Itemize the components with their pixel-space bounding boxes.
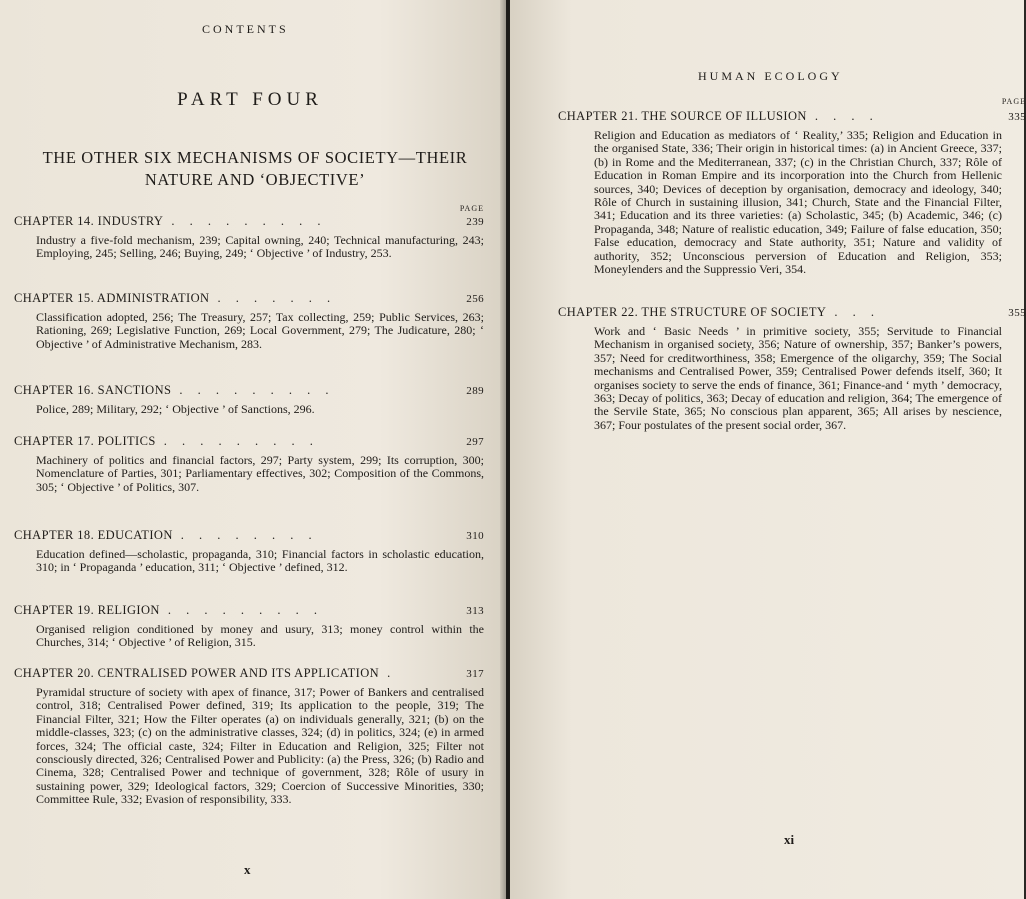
chapter-page-number: 355 — [1008, 307, 1026, 319]
leader-dots: . . . . . . . . . — [167, 603, 323, 617]
part-title: PART FOUR — [177, 89, 323, 110]
leader-dots: . . . . — [814, 109, 879, 123]
leader-dots: . . . . . . . — [217, 291, 337, 305]
leader-dots: . . . . . . . . . — [171, 214, 327, 228]
chapter-heading: CHAPTER 20. CENTRALISED POWER AND ITS APPLICATION — [14, 666, 380, 680]
chapter-page-number: 313 — [466, 605, 484, 617]
chapter-page-number: 289 — [466, 385, 484, 397]
chapter-summary: Classification adopted, 256; The Treasury, 257; Tax collecting, 259; Public Services, 263; Rationing, 269; Legislative Function, 269; Local Government, 279; The Judicature, 280; ‘ Objective ’ of Administrative Mechanism, 283. — [36, 310, 484, 351]
chapter-entry — [14, 434, 484, 494]
chapter-entry — [14, 666, 484, 807]
chapter-page-number: 297 — [466, 436, 484, 448]
chapter-heading: CHAPTER 14. INDUSTRY — [14, 214, 164, 228]
page-column-label: PAGE — [1001, 97, 1026, 106]
leader-dots: . — [387, 666, 397, 680]
page-folio: xi — [784, 832, 795, 847]
chapter-summary: Organised religion conditioned by money and usury, 313; money control within the Churches, 314; ‘ Objective ’ of Religion, 315. — [36, 622, 484, 650]
chapter-summary: Religion and Education as mediators of ‘ Reality,’ 335; Religion and Education in the organised State, 336; Their origin in historical times: (a) in Ancient Greece, 337; (b) in Rome and the Mediterranean, 337; (c) in the Christian Church, 337; Rôle of Education in Roman Empire and its incorporation into the Church from Hellenic sources, 340; Devices of deception by organisation, democracy and ideology, 340; Rôle of Church in sustaining illusion, 341; Church, State and the Financial Filter, 341; Education and its three varieties: (a) Scholastic, 345; (b) Academic, 346; (c) Propaganda, 348; Nature of realistic education, 349; Failure of false education, 350; False education, democracy and State authority, 351; Nature and validity of authority, 352; Unconscious perversion of Education and Religion, 353; Moneylenders and the Suppressio Veri, 354. — [594, 128, 1002, 277]
chapter-heading: CHAPTER 17. POLITICS — [14, 434, 156, 448]
leader-dots: . . . . . . . . . — [179, 383, 335, 397]
chapter-entry — [14, 383, 484, 416]
running-head: HUMAN ECOLOGY — [698, 69, 843, 83]
chapter-heading: CHAPTER 18. EDUCATION — [14, 528, 173, 542]
chapter-entry — [14, 603, 484, 650]
right-page — [510, 0, 1024, 899]
chapter-summary: Machinery of politics and financial factors, 297; Party system, 299; Its corruption, 300; Nomenclature of Parties, 301; Parliamentary effectives, 302; Composition of the Commons, 305; ‘ Objective ’ of Politics, 307. — [36, 453, 484, 494]
chapter-page-number: 310 — [466, 530, 484, 542]
chapter-entry — [558, 305, 1026, 432]
chapter-heading: CHAPTER 15. ADMINISTRATION — [14, 291, 210, 305]
section-title: THE OTHER SIX MECHANISMS OF SOCIETY—THEIR NATURE AND ‘OBJECTIVE’ — [42, 148, 468, 189]
running-head: CONTENTS — [202, 22, 289, 36]
chapter-entry — [558, 97, 1026, 277]
page-column-label: PAGE — [459, 204, 484, 213]
leader-dots: . . . . . . . . — [180, 528, 318, 542]
leader-dots: . . . — [834, 305, 880, 319]
chapter-summary: Pyramidal structure of society with apex of finance, 317; Power of Bankers and centralised control, 318; Centralised Power defined, 319; Its application to the people, 319; The Financial Filter, 321; How the Filter operates (a) on individuals generally, 321; (b) on the middle-classes, 323; (c) on the administrative classes, 324; (d) in politics, 324; (e) in armed forces, 324; The official caste, 324; Filter in Education and Religion, 325; Filter not consciously directed, 326; Centralised Power and Publicity: (a) the Press, 326; (b) Radio and Cinema, 328; Centralised Power and technique of government, 328; Rôle of usury in sustaining power, 329; Ideological factors, 329; Coercion of Successive Minorities, 330; Committee Rule, 332; Evasion of responsibility, 333. — [36, 685, 484, 807]
chapter-page-number: 317 — [466, 668, 484, 680]
chapter-page-number: 335 — [1008, 111, 1026, 123]
chapter-summary: Education defined—scholastic, propaganda, 310; Financial factors in scholastic education, 310; in ‘ Propaganda ’ education, 311; ‘ Objective ’ defined, 312. — [36, 547, 484, 575]
chapter-heading: CHAPTER 22. THE STRUCTURE OF SOCIETY — [558, 305, 827, 319]
chapter-page-number: 256 — [466, 293, 484, 305]
chapter-heading: CHAPTER 16. SANCTIONS — [14, 383, 172, 397]
chapter-page-number: 239 — [466, 216, 484, 228]
left-page — [0, 0, 506, 899]
chapter-heading: CHAPTER 21. THE SOURCE OF ILLUSION — [558, 109, 807, 123]
chapter-entry — [14, 204, 484, 261]
chapter-summary: Work and ‘ Basic Needs ’ in primitive society, 355; Servitude to Financial Mechanism in organised society, 356; Nature of ownership, 357; Banker’s powers, 357; Need for creditworthiness, 358; Emergence of the oligarchy, 359; The Social mechanisms and Centralised Power, 359; Centralised Power defends itself, 360; It organises society to serve the ends of finance, 361; Finance-and ‘ myth ’ democracy, 363; Decay of politics, 363; Decay of education and religion, 364; The emergence of the Servile State, 365; No conscious plan apparent, 365; All arises by nescience, 367; Four postulates of the present social order, 367. — [594, 324, 1002, 432]
chapter-heading: CHAPTER 19. RELIGION — [14, 603, 160, 617]
leader-dots: . . . . . . . . . — [163, 434, 319, 448]
page-folio: x — [244, 862, 251, 877]
chapter-entry — [14, 291, 484, 351]
chapter-summary: Police, 289; Military, 292; ‘ Objective ’ of Sanctions, 296. — [36, 402, 315, 416]
chapter-summary: Industry a five-fold mechanism, 239; Capital owning, 240; Technical manufacturing, 243; Employing, 245; Selling, 246; Buying, 249; ‘ Objective ’ of Industry, 253. — [36, 233, 484, 261]
chapter-entry — [14, 528, 484, 575]
